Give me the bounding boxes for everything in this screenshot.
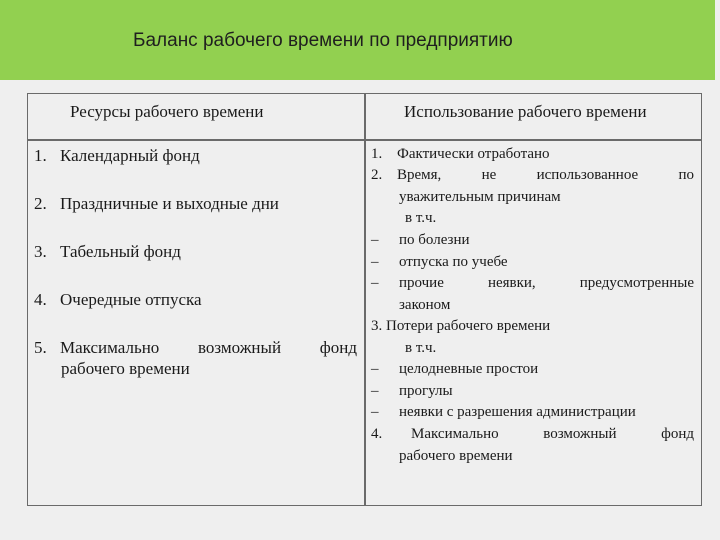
- right-item-3: 3. Потери рабочего времени: [371, 318, 551, 334]
- dash-marker: –: [371, 232, 379, 248]
- right-item-word: неявки,: [487, 275, 536, 291]
- balance-table: [27, 93, 702, 506]
- header-divider: [28, 139, 701, 141]
- title-bar: [0, 0, 715, 80]
- right-item-2-line2: уважительным причинам: [399, 189, 561, 205]
- left-item-2: [34, 194, 279, 214]
- right-admin-absence: неявки с разрешения администрации: [399, 404, 636, 420]
- right-item-word: прочие: [399, 275, 444, 291]
- left-item-1: [34, 146, 200, 166]
- dash-marker: –: [371, 361, 379, 377]
- left-item-4: [34, 290, 202, 310]
- left-item-word: фонд: [319, 338, 357, 357]
- right-item-word: не: [481, 167, 497, 183]
- header-usage: Использование рабочего времени: [404, 102, 647, 121]
- left-item-text: Табельный фонд: [60, 242, 181, 261]
- dash-marker: –: [371, 383, 379, 399]
- dash-marker: –: [371, 254, 379, 270]
- left-item-number: 3.: [34, 242, 47, 261]
- right-idle: целодневные простои: [399, 361, 539, 377]
- right-item-1: [371, 146, 550, 163]
- left-item-text: Очередные отпуска: [60, 290, 202, 309]
- right-item-4-line2: рабочего времени: [399, 448, 513, 464]
- right-item-2: [371, 167, 694, 184]
- right-item-word: использованное: [536, 167, 639, 183]
- slide-title: Баланс рабочего времени по предприятию: [133, 30, 513, 51]
- right-item-word: фонд: [661, 426, 694, 442]
- left-item-text: Календарный фонд: [60, 146, 200, 165]
- right-other-absences: [399, 275, 694, 292]
- column-divider: [364, 94, 366, 505]
- left-item-number: 1.: [34, 146, 47, 165]
- left-item-number: 4.: [34, 290, 47, 309]
- including-label-2: в т.ч.: [405, 340, 437, 356]
- right-item-word: предусмотренные: [579, 275, 694, 291]
- right-item-word: Максимально: [411, 426, 499, 442]
- left-item-word: Максимально: [60, 338, 160, 357]
- dash-marker: –: [371, 404, 379, 420]
- right-truancy: прогулы: [399, 383, 453, 399]
- left-item-number: 5.: [34, 338, 47, 357]
- right-study-leave: отпуска по учебе: [399, 254, 508, 270]
- left-item-word: возможный: [197, 338, 282, 357]
- right-item-word: возможный: [543, 426, 617, 442]
- left-item-text-line2: рабочего времени: [61, 359, 190, 378]
- header-resources: Ресурсы рабочего времени: [70, 102, 264, 121]
- right-item-word: по: [678, 167, 694, 183]
- right-item-word: Время,: [397, 167, 442, 183]
- left-item-text: Праздничные и выходные дни: [60, 194, 279, 213]
- right-item-number: 1.: [371, 146, 383, 162]
- right-other-absences-line2: законом: [399, 297, 451, 313]
- left-item-5: [34, 338, 357, 379]
- dash-marker: –: [371, 275, 379, 291]
- left-item-number: 2.: [34, 194, 47, 213]
- right-item-4: [371, 426, 694, 443]
- left-item-3: [34, 242, 181, 262]
- including-label-1: в т.ч.: [405, 210, 437, 226]
- right-item-text: Фактически отработано: [397, 146, 550, 162]
- right-item-number: 2.: [371, 167, 383, 183]
- right-sick: по болезни: [399, 232, 470, 248]
- right-item-number: 4.: [371, 426, 383, 442]
